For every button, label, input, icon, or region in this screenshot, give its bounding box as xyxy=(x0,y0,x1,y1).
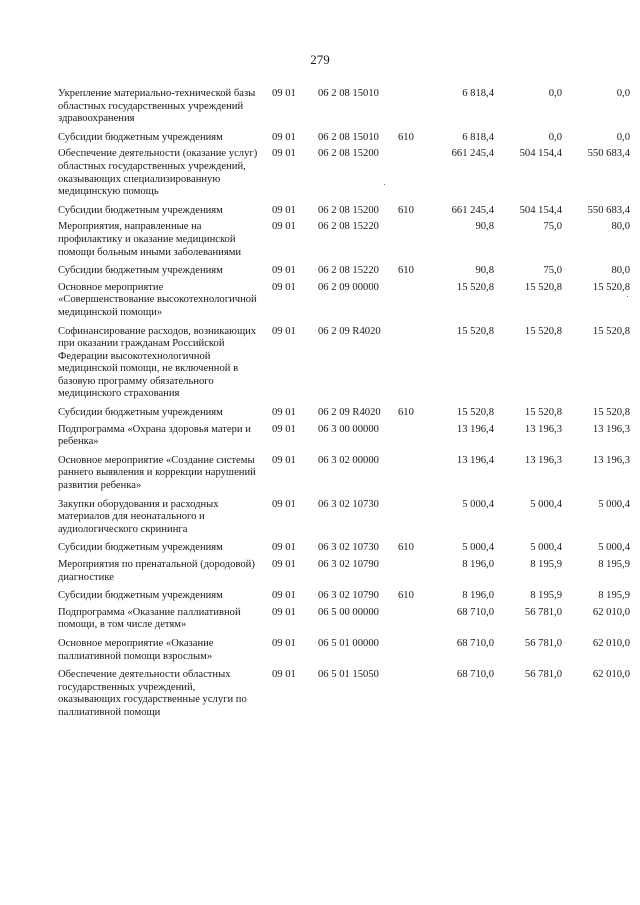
amount-year-1: 5 000,4 xyxy=(462,498,494,510)
target-article-code: 06 2 08 15220 xyxy=(318,221,379,233)
amount-year-1: 6 818,4 xyxy=(462,88,494,99)
table-row xyxy=(58,638,630,669)
amount-year-1: 90,8 xyxy=(475,221,494,233)
amount-year-1: 15 520,8 xyxy=(456,325,494,337)
section-code: 09 01 xyxy=(272,281,296,293)
amount-year-2: 56 781,0 xyxy=(524,606,562,618)
section-code: 09 01 xyxy=(272,606,296,618)
amount-year-2: 8 195,9 xyxy=(530,559,562,570)
section-code: 09 01 xyxy=(272,407,296,419)
expense-type-code: 610 xyxy=(398,407,414,419)
amount-year-3: 15 520,8 xyxy=(592,407,630,419)
expense-type-code: 610 xyxy=(398,590,414,602)
target-article-code: 06 5 01 00000 xyxy=(318,637,379,649)
amount-year-2: 0,0 xyxy=(548,88,562,99)
section-code: 09 01 xyxy=(272,148,296,160)
table-row xyxy=(58,132,630,149)
target-article-code: 06 2 08 15200 xyxy=(318,148,379,160)
amount-year-2: 13 196,3 xyxy=(524,423,562,435)
target-article-code: 06 2 09 00000 xyxy=(318,281,379,293)
amount-year-3: 62 010,0 xyxy=(592,669,630,681)
section-code: 09 01 xyxy=(272,265,296,277)
scan-speck xyxy=(627,296,628,297)
amount-year-2: 75,0 xyxy=(543,221,562,233)
amount-year-2: 13 196,3 xyxy=(524,454,562,466)
item-name: Основное мероприятие «Создание системы раннего выявления и коррекции нарушений развития ребенка» xyxy=(58,454,256,492)
item-name: Мероприятия, направленные на профилактику и оказание медицинской помощи больным иными заболеваниями xyxy=(58,221,242,258)
item-name: Субсидии бюджетным учреждениям xyxy=(58,590,223,602)
item-name: Субсидии бюджетным учреждениям xyxy=(58,265,223,277)
expense-type-code xyxy=(398,607,422,638)
item-name: Субсидии бюджетным учреждениям xyxy=(58,407,223,419)
section-code: 09 01 xyxy=(272,669,296,681)
section-code: 09 01 xyxy=(272,559,296,570)
amount-year-2: 75,0 xyxy=(543,265,562,277)
scan-speck xyxy=(384,184,385,185)
item-name: Субсидии бюджетным учреждениям xyxy=(58,131,223,143)
amount-year-3: 13 196,3 xyxy=(592,423,630,435)
target-article-code: 06 3 02 10730 xyxy=(318,498,379,510)
item-name: Укрепление материально-технической базы областных государственных учреждений здравоохранения xyxy=(58,88,256,125)
amount-year-1: 13 196,4 xyxy=(456,454,494,466)
amount-year-1: 8 196,0 xyxy=(462,559,494,570)
table-row xyxy=(58,669,630,725)
amount-year-2: 15 520,8 xyxy=(524,281,562,293)
section-code: 09 01 xyxy=(272,454,296,466)
target-article-code: 06 2 08 15200 xyxy=(318,204,379,216)
table-row xyxy=(58,590,630,607)
table-row xyxy=(58,265,630,282)
expense-type-code xyxy=(398,424,422,455)
table-body xyxy=(58,88,630,726)
expense-type-code xyxy=(398,559,422,590)
expense-type-code xyxy=(398,282,422,326)
amount-year-3: 8 195,9 xyxy=(598,590,630,602)
item-name: Закупки оборудования и расходных материалов для неонатального и аудиологического скрининга xyxy=(58,498,219,535)
expense-type-code: 610 xyxy=(398,131,414,143)
amount-year-3: 80,0 xyxy=(611,221,630,233)
section-code: 09 01 xyxy=(272,498,296,510)
amount-year-3: 15 520,8 xyxy=(592,325,630,337)
expense-type-code xyxy=(398,638,422,669)
table-row xyxy=(58,499,630,543)
amount-year-1: 90,8 xyxy=(475,265,494,277)
amount-year-1: 8 196,0 xyxy=(462,590,494,602)
amount-year-3: 80,0 xyxy=(611,265,630,277)
item-name: Обеспечение деятельности областных государственных учреждений, оказывающих государственные услуги по паллиативной помощи xyxy=(58,669,247,718)
item-name: Софинансирование расходов, возникающих при оказании гражданам Российской Федерации высокотехнологичной медицинской помощи, не включенной в базовую программу обязательного медицинского страхования xyxy=(58,325,257,400)
expense-type-code xyxy=(398,88,422,132)
table-row xyxy=(58,148,630,204)
item-name: Основное мероприятие «Оказание паллиативной помощи взрослым» xyxy=(58,637,214,662)
expense-type-code xyxy=(398,326,422,408)
expense-type-code xyxy=(398,455,422,499)
target-article-code: 06 3 02 10790 xyxy=(318,559,379,570)
target-article-code: 06 5 00 00000 xyxy=(318,606,379,618)
section-code: 09 01 xyxy=(272,590,296,602)
target-article-code: 06 2 08 15220 xyxy=(318,265,379,277)
section-code: 09 01 xyxy=(272,88,296,99)
expense-type-code xyxy=(398,148,422,204)
expense-type-code: 610 xyxy=(398,542,414,554)
amount-year-1: 68 710,0 xyxy=(456,637,494,649)
expense-type-code: 610 xyxy=(398,265,414,277)
table-row xyxy=(58,221,630,265)
amount-year-1: 68 710,0 xyxy=(456,669,494,681)
amount-year-1: 68 710,0 xyxy=(456,606,494,618)
table-row xyxy=(58,326,630,408)
item-name: Подпрограмма «Оказание паллиативной помощи, в том числе детям» xyxy=(58,606,241,631)
section-code: 09 01 xyxy=(272,221,296,233)
amount-year-2: 56 781,0 xyxy=(524,669,562,681)
amount-year-2: 0,0 xyxy=(548,131,562,143)
budget-table xyxy=(58,88,630,726)
target-article-code: 06 3 02 10790 xyxy=(318,590,379,602)
amount-year-3: 0,0 xyxy=(616,131,630,143)
section-code: 09 01 xyxy=(272,131,296,143)
amount-year-2: 56 781,0 xyxy=(524,637,562,649)
item-name: Субсидии бюджетным учреждениям xyxy=(58,542,223,554)
amount-year-3: 13 196,3 xyxy=(592,454,630,466)
amount-year-2: 5 000,4 xyxy=(530,542,562,554)
expense-type-code xyxy=(398,499,422,543)
expense-type-code xyxy=(398,221,422,265)
amount-year-1: 13 196,4 xyxy=(456,423,494,435)
amount-year-3: 15 520,8 xyxy=(592,281,630,293)
item-name: Обеспечение деятельности (оказание услуг) областных государственных учреждений, оказывающих специализированную медицинскую помощь xyxy=(58,148,258,198)
table-row xyxy=(58,282,630,326)
amount-year-3: 8 195,9 xyxy=(598,559,630,570)
item-name: Субсидии бюджетным учреждениям xyxy=(58,204,223,216)
section-code: 09 01 xyxy=(272,542,296,554)
target-article-code: 06 2 09 R4020 xyxy=(318,325,381,337)
target-article-code: 06 5 01 15050 xyxy=(318,669,379,681)
section-code: 09 01 xyxy=(272,204,296,216)
amount-year-3: 62 010,0 xyxy=(592,606,630,618)
section-code: 09 01 xyxy=(272,423,296,435)
item-name: Основное мероприятие «Совершенствование высокотехнологичной медицинской помощи» xyxy=(58,281,257,318)
amount-year-2: 15 520,8 xyxy=(524,325,562,337)
table-row xyxy=(58,607,630,638)
amount-year-3: 550 683,4 xyxy=(587,204,630,216)
amount-year-3: 0,0 xyxy=(616,88,630,99)
amount-year-1: 15 520,8 xyxy=(456,281,494,293)
target-article-code: 06 2 09 R4020 xyxy=(318,407,381,419)
table-row xyxy=(58,559,630,590)
target-article-code: 06 2 08 15010 xyxy=(318,131,379,143)
table-row xyxy=(58,407,630,424)
target-article-code: 06 3 00 00000 xyxy=(318,423,379,435)
item-name: Подпрограмма «Охрана здоровья матери и ребенка» xyxy=(58,423,251,448)
expense-type-code: 610 xyxy=(398,204,414,216)
amount-year-1: 15 520,8 xyxy=(456,407,494,419)
section-code: 09 01 xyxy=(272,637,296,649)
amount-year-1: 661 245,4 xyxy=(451,148,494,160)
table-row xyxy=(58,424,630,455)
amount-year-2: 15 520,8 xyxy=(524,407,562,419)
amount-year-1: 6 818,4 xyxy=(462,131,494,143)
target-article-code: 06 3 02 00000 xyxy=(318,454,379,466)
section-code: 09 01 xyxy=(272,325,296,337)
expense-type-code xyxy=(398,669,422,725)
target-article-code: 06 2 08 15010 xyxy=(318,88,379,99)
table-row xyxy=(58,205,630,222)
amount-year-3: 62 010,0 xyxy=(592,637,630,649)
amount-year-3: 5 000,4 xyxy=(598,542,630,554)
amount-year-1: 5 000,4 xyxy=(462,542,494,554)
target-article-code: 06 3 02 10730 xyxy=(318,542,379,554)
table-row xyxy=(58,542,630,559)
amount-year-2: 8 195,9 xyxy=(530,590,562,602)
amount-year-3: 550 683,4 xyxy=(587,148,630,160)
item-name: Мероприятия по пренатальной (дородовой) диагностике xyxy=(58,559,255,583)
amount-year-1: 661 245,4 xyxy=(451,204,494,216)
table-row xyxy=(58,455,630,499)
amount-year-2: 504 154,4 xyxy=(519,204,562,216)
amount-year-3: 5 000,4 xyxy=(598,498,630,510)
page-number: 279 xyxy=(310,52,330,67)
table-row xyxy=(58,88,630,132)
amount-year-2: 5 000,4 xyxy=(530,498,562,510)
amount-year-2: 504 154,4 xyxy=(519,148,562,160)
